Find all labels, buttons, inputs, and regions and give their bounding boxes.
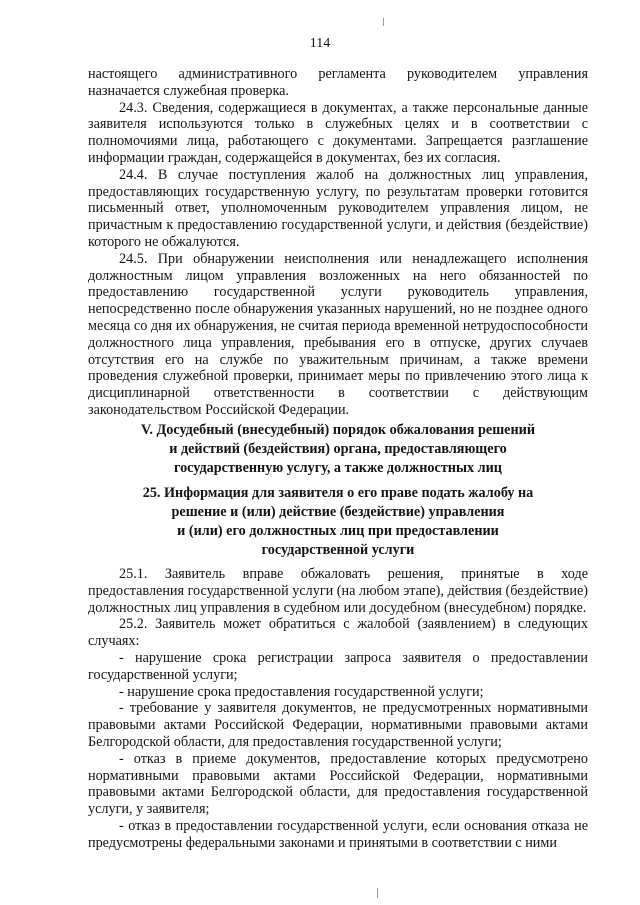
section-b-paragraph: - отказ в предоставлении государственной услуги, если основания отказа не предусмотрены федеральными законами и принятыми в соответствии с ними [88,817,588,851]
section-b-paragraph: - нарушение срока регистрации запроса заявителя о предоставлении государственной услуги; [88,649,588,683]
heading-line: и действий (бездействия) органа, предоставляющего [169,441,507,457]
scan-artifact [383,18,384,26]
section-b-paragraph: - требование у заявителя документов, не предусмотренных нормативными правовыми актами Российской Федерации, нормативными правовыми актами Белгородской области, для предоставления государственной услуги; [88,700,588,750]
section-a-paragraph: 24.5. При обнаружении неисполнения или ненадлежащего исполнения должностным лицом управления возложенных на него обязанностей по предоставлению государственной услуги руководитель управления, непосредственно после обнаружения указанных нарушений, но не позднее одного месяца со дня их обнаружения, не считая периода временной нетрудоспособности должностного лица управления, пребывания его в отпуске, других случаев отсутствия его на службе по уважительным причинам, а также времени проведения служебной проверки, принимает меры по привлечению этого лица к дисциплинарной ответственности в соответствии с действующим законодательством Российской Федерации. [88,250,588,418]
heading-line: государственной услуги [261,542,415,558]
section-b-paragraph: - отказ в приеме документов, предоставление которых предусмотрено нормативными правовыми актами Российской Федерации, нормативными правовыми актами Белгородской области, для предоставления государственной услуги, у заявителя; [88,750,588,818]
section-b-paragraph: 25.1. Заявитель вправе обжаловать решения, принятые в ходе предоставления государственной услуги (на любом этапе), действия (бездействие) должностных лиц управления в судебном или досудебном (внесудебном) порядке. [88,566,588,616]
heading-line: государственную услугу, а также должностных лиц [174,460,502,476]
heading-line: и (или) его должностных лиц при предоставлении [177,523,499,539]
section-heading-25 [100,484,576,560]
text-block-top [88,66,588,419]
section-a-paragraph: настоящего административного регламента руководителем управления назначается служебная проверка. [88,66,588,99]
scan-artifact [377,888,378,898]
page-number: 114 [309,36,331,51]
section-b-paragraph: - нарушение срока предоставления государственной услуги; [119,683,484,700]
heading-line: V. Досудебный (внесудебный) порядок обжалования решений [141,422,535,438]
heading-line: 25. Информация для заявителя о его праве подать жалобу на [142,485,534,501]
section-heading-v [100,421,576,478]
heading-line: решение и (или) действие (бездействие) управления [171,504,505,520]
section-a-paragraph: 24.4. В случае поступления жалоб на должностных лиц управления, предоставляющих государственную услугу, по результатам проверки готовится письменный ответ, уполномоченным руководителем управления лицом, не причастным к предоставлению государственной услуги, и действия (бездействие) которого не обжалуются. [88,166,588,250]
text-block-bottom [88,566,588,852]
section-b-paragraph: 25.2. Заявитель может обратиться с жалобой (заявлением) в следующих случаях: [88,616,588,650]
section-a-paragraph: 24.3. Сведения, содержащиеся в документах, а также персональные данные заявителя используются только в служебных целях и в соответствии с полномочиями лица, работающего с документами. Запрещается разглашение информации граждан, содержащейся в документах, без их согласия. [88,99,588,166]
